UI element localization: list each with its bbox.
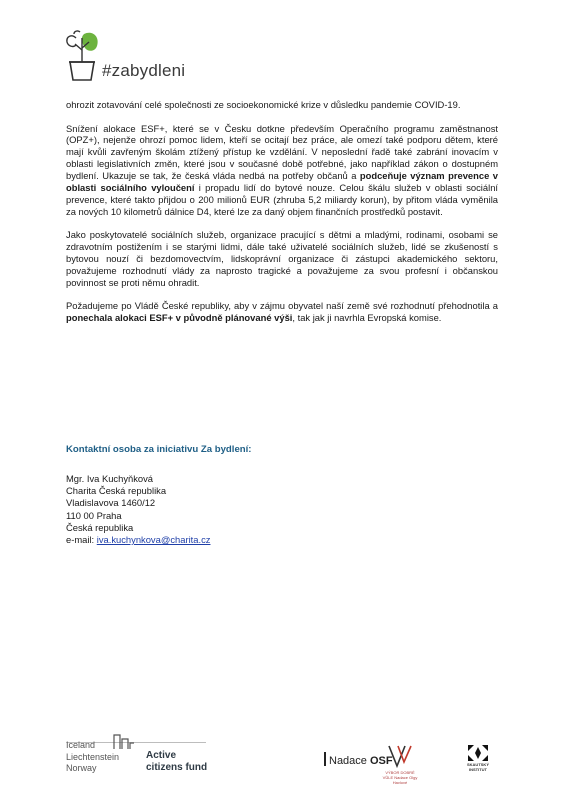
letter-body: [66, 99, 498, 336]
paragraph-4-emphasis: ponechala alokaci ESF+ v původně plánované výši: [66, 312, 293, 324]
contact-heading: Kontaktní osoba za iniciativu Za bydlení:: [66, 444, 252, 455]
nadace-prefix: Nadace: [329, 755, 370, 767]
paragraph-3-text: Jako poskytovatelé sociálních služeb, organizace pracující s dětmi a mladými, rodinami, osobami se zdravotním postižením i se starými lidmi, dále také uživatelé sociálních služeb, lidé se zkušeností s bytovou nouzí či bezdomovectvím, lidskoprávní organizace či zástupci akademického sektoru, považujeme rozhodnutí vlády za naprosto tragické a považujeme za svou profesní i občanskou povinnost se proti němu ohradit.: [66, 229, 498, 288]
paragraph-4: [66, 300, 498, 324]
nadace-osf: OSF: [369, 755, 393, 767]
paragraph-1: [66, 99, 498, 111]
paragraph-3: [66, 229, 498, 289]
vdv-logo-text: VÝBOR DOBRÉ VŮLE Nadace Olgy Havlové: [382, 770, 418, 785]
email-label: e-mail:: [66, 534, 97, 546]
contact-city: 110 00 Praha: [66, 509, 122, 521]
contact-email-line: [66, 534, 210, 546]
skautsky-institut-text: SKAUTSKÝ INSTITUT: [466, 762, 489, 772]
paragraph-2: [66, 123, 498, 218]
paragraph-2-text-c: i propadu lidí do bytové nouze. Celou škálu služeb v oblasti sociální prevence, které takto přijdou o 200 milionů EUR (zhruba 5,2 miliardy korun), by přitom vláda vyměnila za nových 10 kilometrů dálnice D4, které lze za daný objem finančních prostředků postavit.: [66, 182, 499, 217]
eea-iceland: Iceland: [66, 740, 96, 750]
eea-liechtenstein: Liechtenstein: [66, 751, 120, 762]
paragraph-2-text-a: Snížení alokace ESF+, které se v Česku dotkne především Operačního programu zaměstnanost (OPZ+), nejenže ohrozí pomoc lidem, kteří se ocitají bez práce, ale omezí také podporu dětem, které mají kvůli zavřeným školám ztížený přístup ke vzdělání. V neposlední řadě také zabrání inovacím v oblasti legislativních změn, které jsou v současné době potřebné, jako například zákon o dostupném bydlení. Ukazuje se tak, že česká vláda nedbá na potřeby občanů a: [66, 122, 498, 182]
skautsky-institut-icon: [466, 743, 490, 763]
acf-line-2: citizens fund: [146, 762, 208, 773]
paragraph-1-text: ohrozit zotavování celé společnosti ze socioekonomické krize v důsledku pandemie COVID-19.: [66, 99, 461, 110]
logo-wordmark: #zabydleni: [102, 61, 186, 80]
vdv-heart-icon: [385, 742, 415, 770]
nadace-osf-logo: [324, 752, 393, 767]
eea-norway: Norway: [66, 763, 97, 773]
acf-line-1: Active: [146, 750, 177, 761]
contact-street: Vladislavova 1460/12: [66, 497, 156, 509]
contact-country: Česká republika: [66, 521, 134, 533]
zabydleni-logo: [62, 28, 212, 88]
eea-grants-mark-icon: [112, 733, 136, 751]
contact-organization: Charita Česká republika: [66, 485, 167, 497]
plant-pot-icon: [62, 28, 104, 86]
paragraph-4-text-a: Požadujeme po Vládě České republiky, aby v zájmu obyvatel naší země své rozhodnutí přehodnotila a: [66, 300, 498, 312]
osf-bar-icon: [324, 752, 326, 766]
email-link[interactable]: iva.kuchynkova@charita.cz: [96, 534, 211, 546]
active-citizens-fund-logo: [146, 750, 207, 774]
paragraph-2-emphasis: podceňuje význam prevence v oblasti sociálního vyloučení: [66, 170, 498, 194]
contact-name: Mgr. Iva Kuchyňková: [66, 473, 154, 484]
paragraph-4-text-c: , tak jak ji navrhla Evropská komise.: [292, 312, 442, 324]
contact-block: [66, 473, 210, 546]
